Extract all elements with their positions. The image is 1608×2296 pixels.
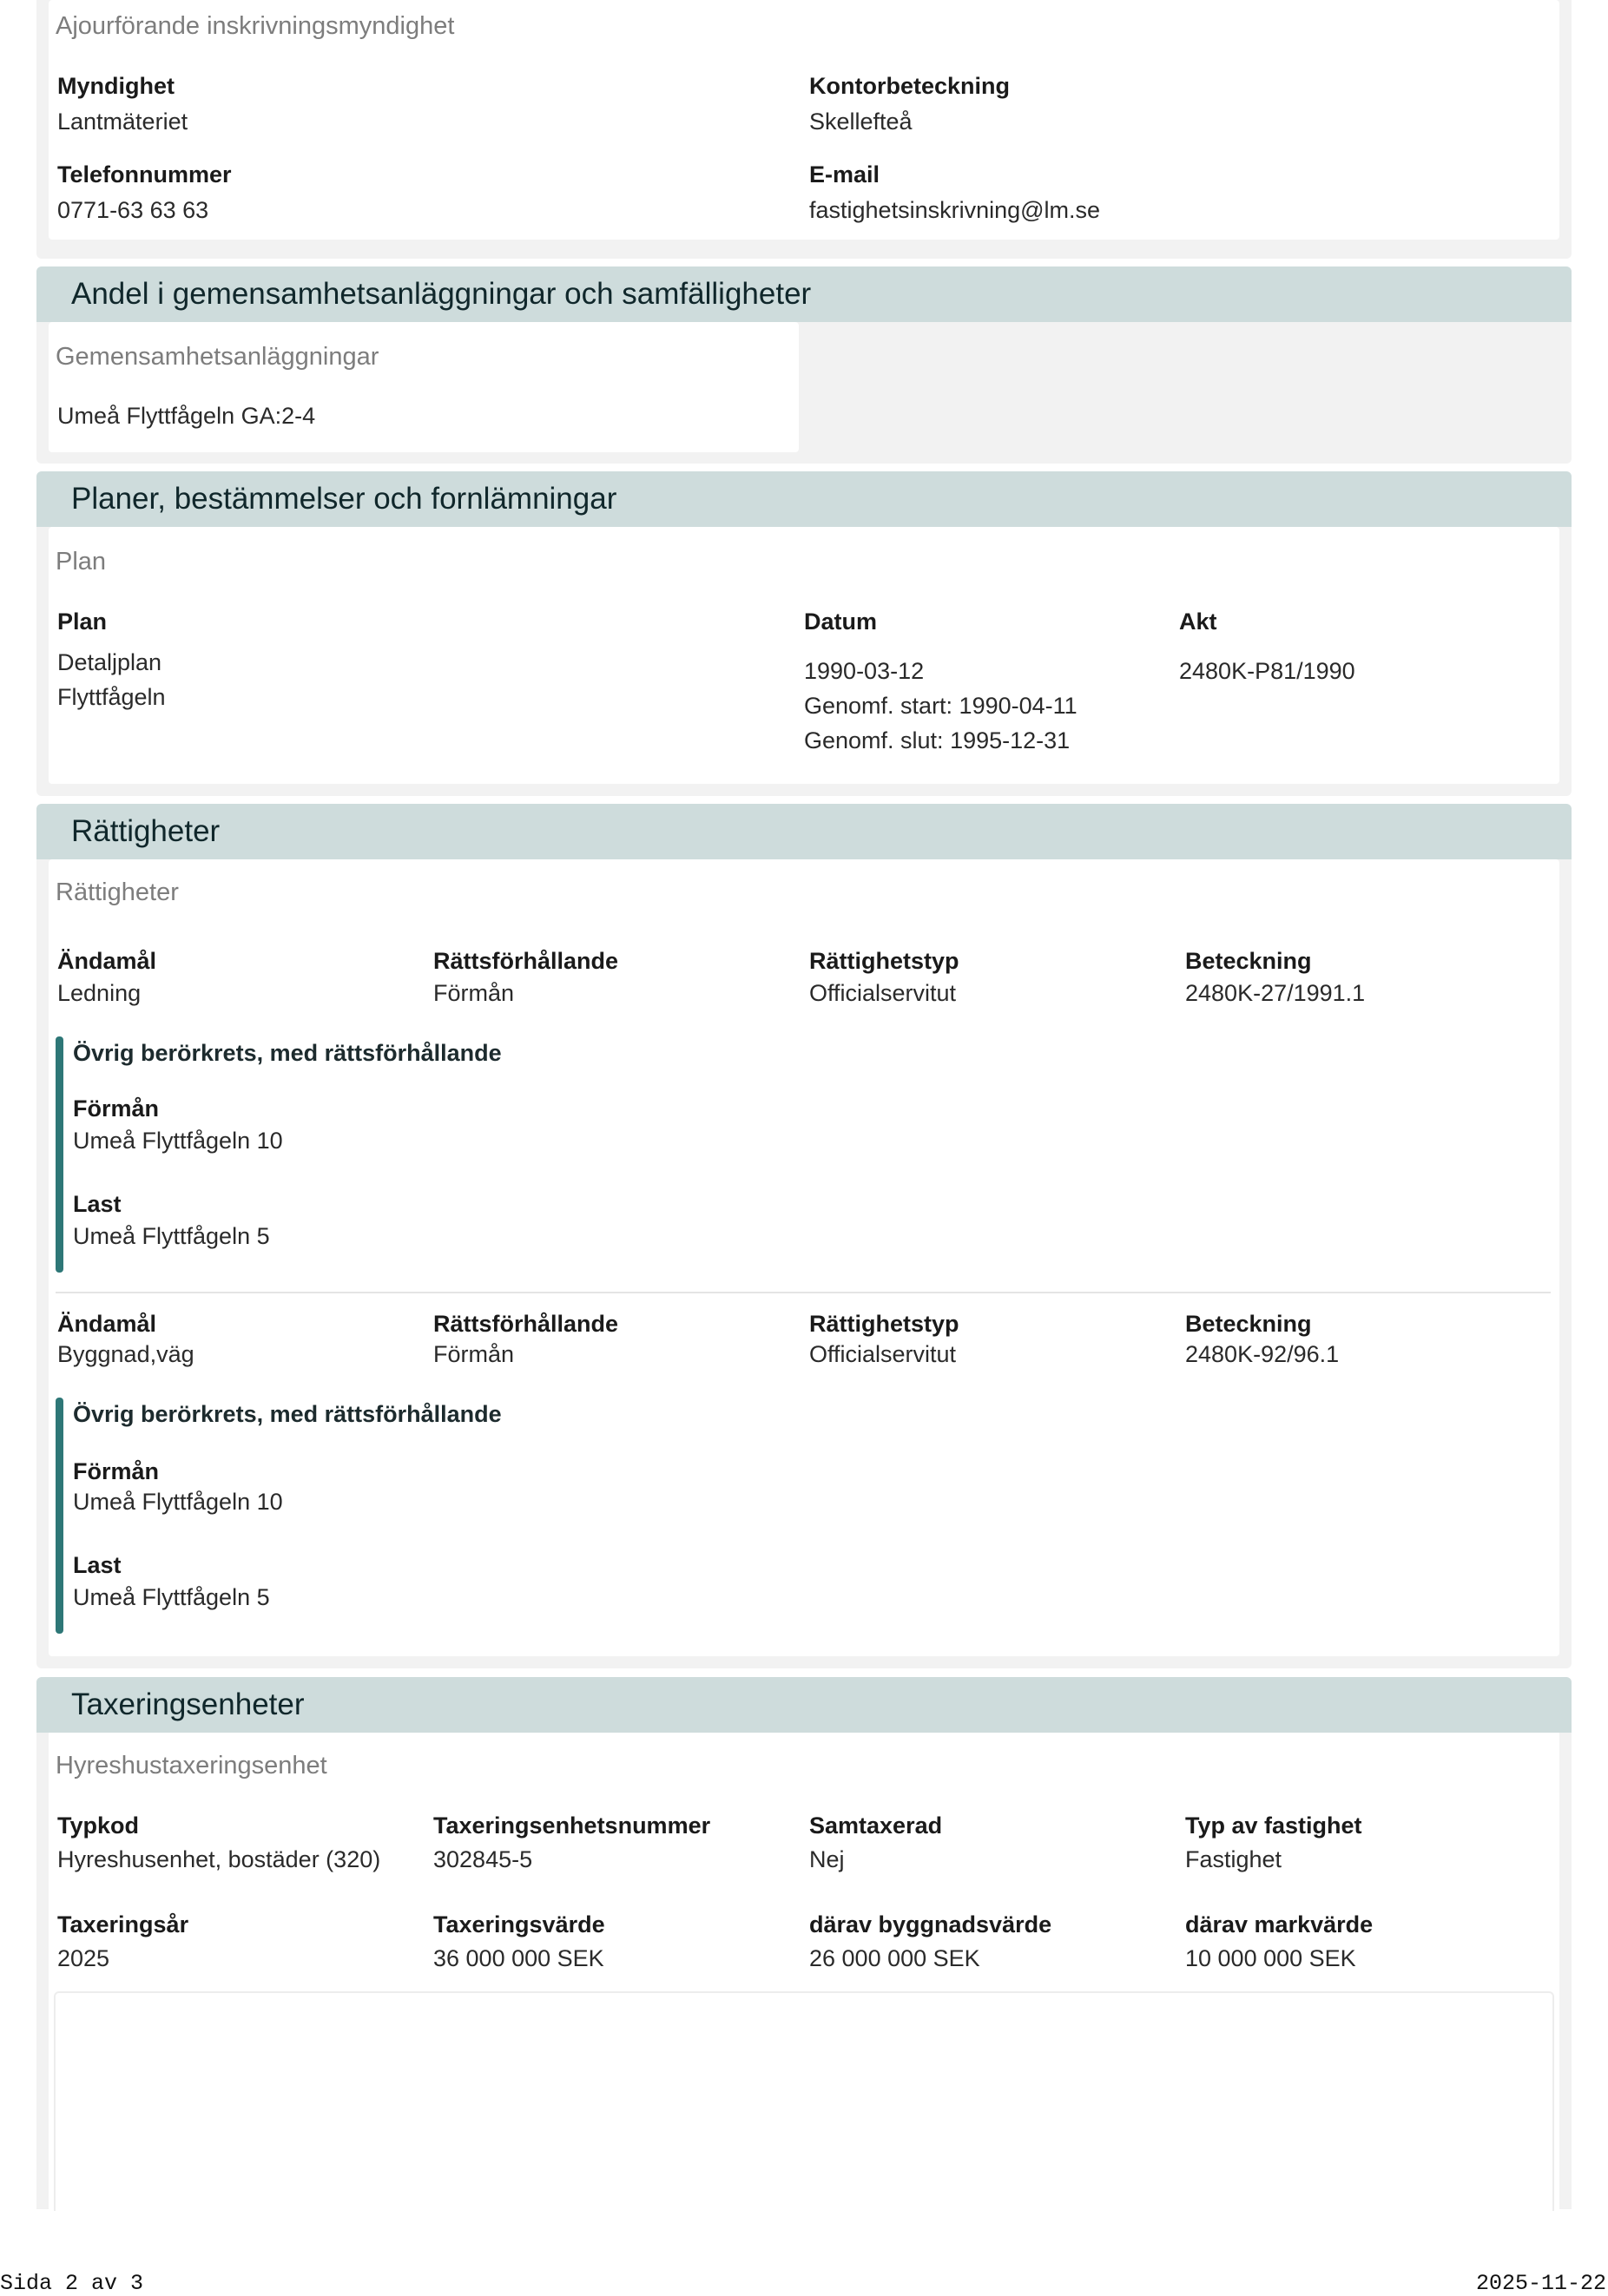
right-rattsforhallande: Förmån bbox=[433, 1341, 515, 1367]
benefit-label: Förmån bbox=[73, 1458, 160, 1484]
authority-section bbox=[36, 0, 1572, 259]
field-value-kontorbeteckning: Skellefteå bbox=[809, 109, 913, 135]
column-header-beteckning: Beteckning bbox=[1185, 948, 1312, 974]
right-andamal: Byggnad,väg bbox=[57, 1341, 194, 1367]
shares-card bbox=[49, 322, 799, 452]
plan-value: Detaljplan Flyttfågeln bbox=[57, 649, 166, 710]
right-rattighetstyp: Officialservitut bbox=[809, 1341, 957, 1367]
page-number: Sida 2 av 3 bbox=[0, 2271, 144, 2296]
affected-parties-box bbox=[56, 1036, 1566, 1273]
section-header bbox=[36, 471, 1572, 527]
tax-details-frame bbox=[54, 1991, 1554, 2211]
tax-value-byggnadsvarde: 26 000 000 SEK bbox=[809, 1945, 980, 1971]
datum-value: 1990-03-12 Genomf. start: 1990-04-11 Genomf. slut: 1995-12-31 bbox=[804, 658, 1077, 753]
section-header bbox=[36, 1677, 1572, 1733]
section-title: Rättigheter bbox=[71, 814, 221, 848]
tax-value-typkod: Hyreshusenhet, bostäder (320) bbox=[57, 1846, 381, 1872]
right-rattighetstyp: Officialservitut bbox=[809, 980, 957, 1006]
burden-label: Last bbox=[73, 1552, 122, 1578]
section-title: Andel i gemensamhetsanläggningar och samfälligheter bbox=[71, 277, 812, 311]
section-header bbox=[36, 266, 1572, 322]
field-value-email: fastighetsinskrivning@lm.se bbox=[809, 197, 1101, 223]
tax-label-taxeringsar: Taxeringsår bbox=[57, 1911, 189, 1937]
tax-value-samtaxerad: Nej bbox=[809, 1846, 845, 1872]
shares-section bbox=[36, 266, 1572, 464]
tax-value-taxeringsvarde: 36 000 000 SEK bbox=[433, 1945, 604, 1971]
section-title: Taxeringsenheter bbox=[71, 1687, 305, 1721]
tax-label-taxeringsenhetsnummer: Taxeringsenhetsnummer bbox=[433, 1812, 711, 1839]
burden-value: Umeå Flyttfågeln 5 bbox=[73, 1223, 270, 1249]
section-title: Planer, bestämmelser och fornlämningar bbox=[71, 482, 617, 516]
print-date: 2025-11-22 bbox=[1475, 2271, 1606, 2296]
rights-subtitle: Rättigheter bbox=[56, 878, 179, 906]
shares-subtitle: Gemensamhetsanläggningar bbox=[56, 343, 379, 371]
right-andamal: Ledning bbox=[57, 980, 142, 1006]
field-label-telefonnummer: Telefonnummer bbox=[57, 161, 232, 187]
benefit-value: Umeå Flyttfågeln 10 bbox=[73, 1128, 283, 1154]
row-divider bbox=[56, 1292, 1551, 1293]
tax-label-byggnadsvarde: därav byggnadsvärde bbox=[809, 1911, 1052, 1937]
plans-section bbox=[36, 471, 1572, 796]
burden-value: Umeå Flyttfågeln 5 bbox=[73, 1584, 270, 1610]
column-header-andamal: Ändamål bbox=[57, 1311, 157, 1337]
column-header-datum: Datum bbox=[804, 609, 878, 635]
field-value-telefonnummer: 0771-63 63 63 bbox=[57, 197, 209, 223]
column-header-rattighetstyp: Rättighetstyp bbox=[809, 948, 959, 974]
tax-value-taxeringsenhetsnummer: 302845-5 bbox=[433, 1846, 533, 1872]
rights-section bbox=[36, 804, 1572, 1668]
affected-parties-title: Övrig berörkrets, med rättsförhållande bbox=[73, 1401, 502, 1427]
tax-label-samtaxerad: Samtaxerad bbox=[809, 1812, 943, 1839]
section-header bbox=[36, 804, 1572, 859]
field-label-kontorbeteckning: Kontorbeteckning bbox=[809, 73, 1011, 99]
tax-value-markvarde: 10 000 000 SEK bbox=[1185, 1945, 1356, 1971]
tax-label-taxeringsvarde: Taxeringsvärde bbox=[433, 1911, 605, 1937]
tax-label-markvarde: därav markvärde bbox=[1185, 1911, 1374, 1937]
column-header-rattsforhallande: Rättsförhållande bbox=[433, 1311, 619, 1337]
tax-value-typ-av-fastighet: Fastighet bbox=[1185, 1846, 1282, 1872]
right-beteckning: 2480K-92/96.1 bbox=[1185, 1341, 1340, 1367]
right-beteckning: 2480K-27/1991.1 bbox=[1185, 980, 1366, 1006]
column-header-plan: Plan bbox=[57, 609, 108, 635]
tax-value-taxeringsar: 2025 bbox=[57, 1945, 110, 1971]
authority-card bbox=[49, 0, 1559, 240]
tax-section bbox=[36, 1677, 1572, 2209]
rights-card bbox=[49, 859, 1559, 1656]
plans-card bbox=[49, 527, 1559, 784]
right-rattsforhallande: Förmån bbox=[433, 980, 515, 1006]
field-label-myndighet: Myndighet bbox=[57, 73, 175, 99]
benefit-label: Förmån bbox=[73, 1095, 160, 1122]
shares-item: Umeå Flyttfågeln GA:2-4 bbox=[57, 403, 316, 429]
column-header-rattighetstyp: Rättighetstyp bbox=[809, 1311, 959, 1337]
accent-bar bbox=[56, 1398, 63, 1634]
tax-card bbox=[49, 1733, 1559, 2209]
accent-bar bbox=[56, 1036, 63, 1273]
field-value-myndighet: Lantmäteriet bbox=[57, 109, 188, 135]
tax-label-typ-av-fastighet: Typ av fastighet bbox=[1185, 1812, 1362, 1839]
benefit-value: Umeå Flyttfågeln 10 bbox=[73, 1489, 283, 1515]
affected-parties-box bbox=[56, 1398, 1566, 1634]
column-header-akt: Akt bbox=[1179, 609, 1217, 635]
field-label-email: E-mail bbox=[809, 161, 880, 187]
column-header-andamal: Ändamål bbox=[57, 948, 157, 974]
akt-value: 2480K-P81/1990 bbox=[1179, 658, 1355, 684]
burden-label: Last bbox=[73, 1191, 122, 1217]
column-header-rattsforhallande: Rättsförhållande bbox=[433, 948, 619, 974]
authority-subtitle: Ajourförande inskrivningsmyndighet bbox=[56, 12, 455, 40]
affected-parties-title: Övrig berörkrets, med rättsförhållande bbox=[73, 1040, 502, 1066]
tax-label-typkod: Typkod bbox=[57, 1812, 139, 1839]
tax-subtitle: Hyreshustaxeringsenhet bbox=[56, 1752, 327, 1780]
plans-subtitle: Plan bbox=[56, 548, 107, 576]
column-header-beteckning: Beteckning bbox=[1185, 1311, 1312, 1337]
